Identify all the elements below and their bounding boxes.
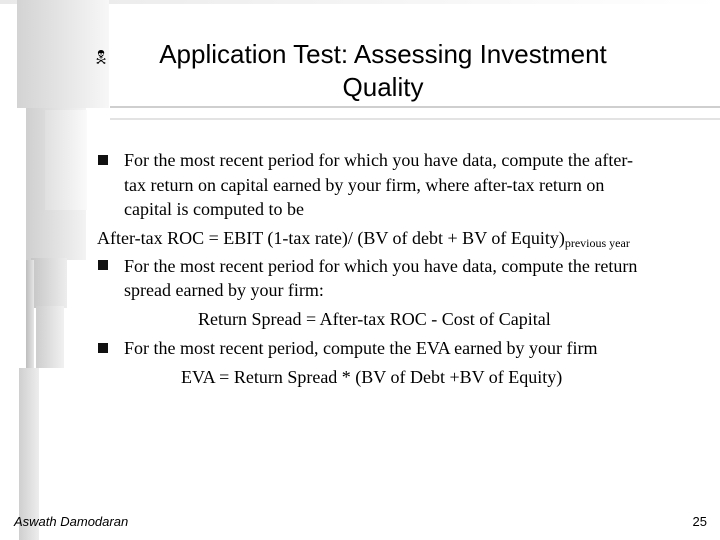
title-divider <box>110 106 720 108</box>
roc-formula-main: After-tax ROC = EBIT (1-tax rate)/ (BV of debt + BV of Equity) <box>97 228 565 248</box>
bullet-square-icon <box>98 260 108 270</box>
footer-author: Aswath Damodaran <box>14 514 129 529</box>
bullet-2-text: spread earned by your firm: <box>124 280 324 300</box>
decorative-block <box>45 110 87 210</box>
hourglass-icon: 🕱 <box>95 45 107 69</box>
bullet-1-text: capital is computed to be <box>124 199 304 219</box>
decorative-block <box>31 258 67 308</box>
bullet-2-text: For the most recent period for which you have data, compute the return <box>124 256 638 276</box>
title-line-1: Application Test: Assessing Investment <box>159 39 607 69</box>
eva-formula: EVA = Return Spread * (BV of Debt +BV of Equity) <box>181 367 563 387</box>
title-line-2: Quality <box>342 72 424 102</box>
bullet-1-text: tax return on capital earned by your firm, where after-tax return on <box>124 175 605 195</box>
page-number: 25 <box>692 514 707 529</box>
decorative-block <box>36 306 64 368</box>
return-spread-formula: Return Spread = After-tax ROC - Cost of Capital <box>198 309 551 329</box>
roc-formula-subscript: previous year <box>564 236 630 250</box>
bullet-3-text: For the most recent period, compute the EVA earned by your firm <box>124 338 598 358</box>
slide-title <box>118 38 648 104</box>
title-divider-shadow <box>110 118 720 120</box>
bullet-1-text: For the most recent period for which you have data, compute the after- <box>124 150 633 170</box>
bullet-square-icon <box>98 343 108 353</box>
roc-formula <box>97 226 630 255</box>
bullet-square-icon <box>98 155 108 165</box>
